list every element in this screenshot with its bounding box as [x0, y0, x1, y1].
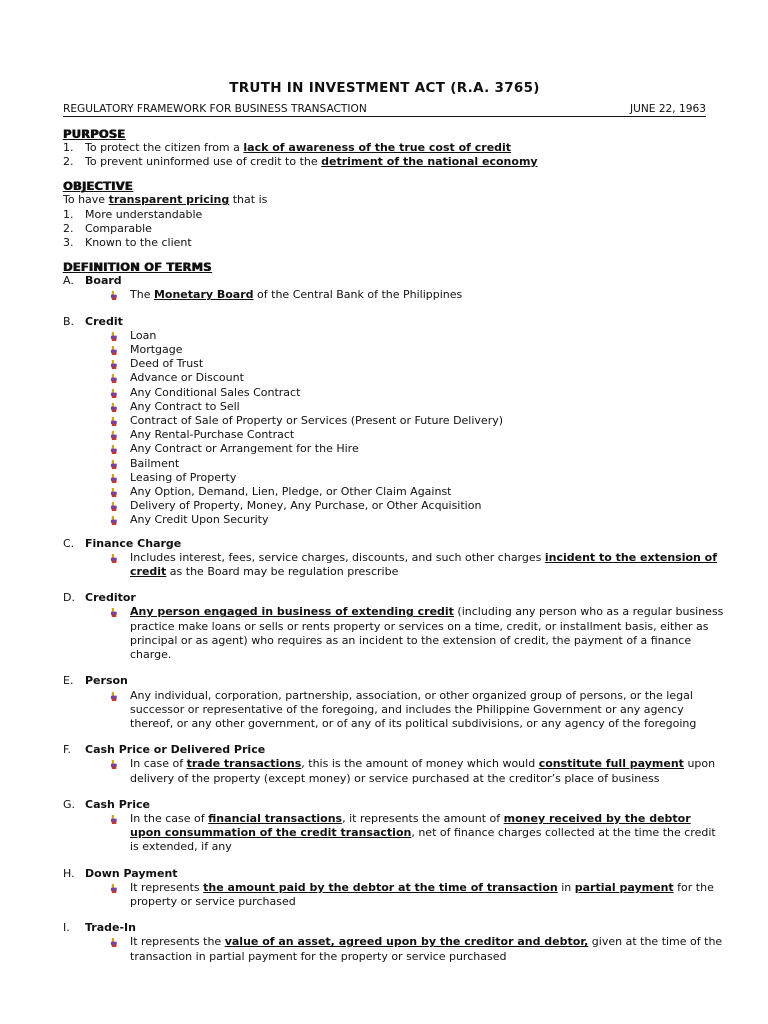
credit-list-item: Bailment: [109, 457, 706, 471]
definitions-heading: DEFINITION OF TERMS: [63, 260, 212, 275]
credit-list-item: Advance or Discount: [109, 371, 706, 385]
bullet-item: It represents the value of an asset, agreed upon by the creditor and debtor, given at the time of the transaction in partial payment for the property or service purchased: [109, 935, 706, 963]
objective-item: 2. Comparable: [63, 221, 152, 235]
document-title: TRUTH IN INVESTMENT ACT (R.A. 3765): [229, 80, 540, 96]
hand-pointer-bullet-icon: [110, 884, 119, 893]
hand-pointer-bullet-icon: [110, 389, 119, 398]
hand-pointer-bullet-icon: [110, 460, 119, 469]
credit-list-item: Any Credit Upon Security: [109, 513, 706, 527]
hand-pointer-bullet-icon: [110, 374, 119, 383]
term-creditor: D. Creditor: [63, 591, 136, 605]
credit-list-item: Any Conditional Sales Contract: [109, 386, 706, 400]
hand-pointer-bullet-icon: [110, 291, 119, 300]
hand-pointer-bullet-icon: [110, 332, 119, 341]
hand-pointer-bullet-icon: [110, 488, 119, 497]
term-trade-in: I. Trade-In: [63, 921, 136, 935]
purpose-item: 2. To prevent uninformed use of credit to the detriment of the national economy: [63, 155, 538, 169]
credit-list-item: Any Contract or Arrangement for the Hire: [109, 442, 706, 456]
subheader-left: REGULATORY FRAMEWORK FOR BUSINESS TRANSACTION: [63, 103, 367, 115]
credit-list-item: Delivery of Property, Money, Any Purchase, or Other Acquisition: [109, 499, 706, 513]
bullet-item: The Monetary Board of the Central Bank of the Philippines: [109, 288, 706, 302]
purpose-item: 1. To protect the citizen from a lack of awareness of the true cost of credit: [63, 141, 512, 154]
hand-pointer-bullet-icon: [110, 815, 119, 824]
hand-pointer-bullet-icon: [110, 554, 119, 563]
bullet-item: In the case of financial transactions, it represents the amount of money received by the debtor upon consummation of the credit transaction, net of finance charges collected at the time the credit is extended, if any: [109, 812, 706, 855]
hand-pointer-bullet-icon: [110, 516, 119, 525]
hand-pointer-bullet-icon: [110, 608, 119, 617]
hand-pointer-bullet-icon: [110, 445, 119, 454]
term-cash-price-or-delivered-price: F. Cash Price or Delivered Price: [63, 743, 266, 757]
hand-pointer-bullet-icon: [110, 692, 119, 701]
objective-intro: To have transparent pricing that is: [63, 193, 268, 207]
hand-pointer-bullet-icon: [110, 938, 119, 947]
credit-list-item: Leasing of Property: [109, 471, 706, 485]
credit-list: [109, 329, 706, 528]
hand-pointer-bullet-icon: [110, 502, 119, 511]
bullet-item: It represents the amount paid by the debtor at the time of transaction in partial payment for the property or service purchased: [109, 881, 706, 909]
term-finance-charge: C. Finance Charge: [63, 536, 182, 550]
hand-pointer-bullet-icon: [110, 360, 119, 369]
bullet-item: Any individual, corporation, partnership, association, or other organized group of persons, or the legal successor or representative of the foregoing, and includes the Philippine Government or any agency thereof, or any other government, or of any of its political subdivisions, or any agency of the foregoing: [109, 689, 706, 732]
term-down-payment: H. Down Payment: [63, 866, 178, 880]
credit-list-item: Any Contract to Sell: [109, 400, 706, 414]
credit-list-item: Contract of Sale of Property or Services (Present or Future Delivery): [109, 414, 706, 428]
credit-list-item: Loan: [109, 329, 706, 343]
hand-pointer-bullet-icon: [110, 417, 119, 426]
term-board: A. Board: [63, 274, 122, 288]
term-cash-price: G. Cash Price: [63, 797, 150, 811]
hand-pointer-bullet-icon: [110, 760, 119, 769]
credit-list-item: Deed of Trust: [109, 357, 706, 371]
bullet-item: Includes interest, fees, service charges, discounts, and such other charges incident to the extension of credit as the Board may be regulation prescribe: [109, 551, 706, 579]
hand-pointer-bullet-icon: [110, 346, 119, 355]
subheader: [63, 103, 706, 117]
bullet-item: In case of trade transactions, this is the amount of money which would constitute full payment upon delivery of the property (except money) or service purchased at the creditor’s place of business: [109, 757, 706, 785]
hand-pointer-bullet-icon: [110, 431, 119, 440]
term-person: E. Person: [63, 674, 128, 688]
credit-list-item: Any Option, Demand, Lien, Pledge, or Other Claim Against: [109, 485, 706, 499]
objective-heading: OBJECTIVE: [63, 179, 133, 194]
subheader-date: JUNE 22, 1963: [629, 103, 706, 115]
credit-list-item: Mortgage: [109, 343, 706, 357]
objective-item: 3. Known to the client: [63, 236, 192, 250]
purpose-heading: PURPOSE: [63, 127, 126, 141]
hand-pointer-bullet-icon: [110, 474, 119, 483]
hand-pointer-bullet-icon: [110, 403, 119, 412]
bullet-item: Any person engaged in business of extending credit (including any person who as a regular business practice make loans or sells or rents property or services on a time, credit, or installment basis, either as principal or as agent) who requires as an incident to the extension of credit, the payment of a finance charge.: [109, 605, 706, 662]
objective-item: 1. More understandable: [63, 207, 203, 221]
term-credit: B. Credit: [63, 314, 123, 328]
credit-list-item: Any Rental-Purchase Contract: [109, 428, 706, 442]
document-page: [63, 80, 724, 964]
